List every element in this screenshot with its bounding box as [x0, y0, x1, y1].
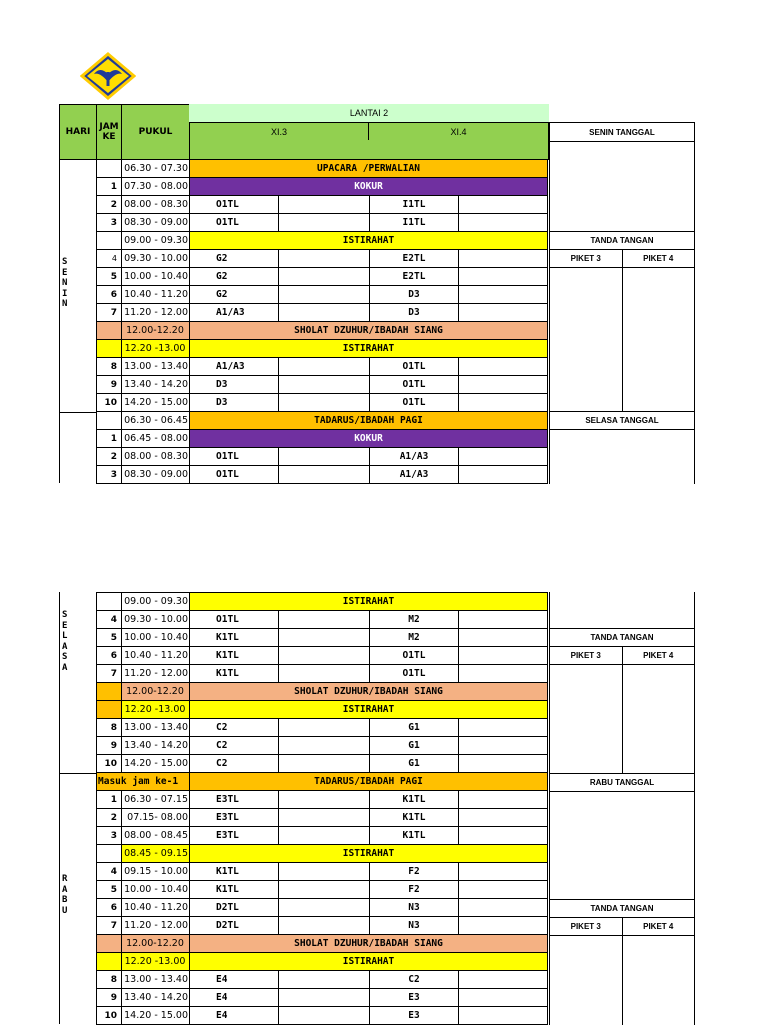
schedule-row — [97, 322, 548, 340]
empty-cell — [459, 647, 548, 665]
subject-xi4: G1 — [370, 719, 459, 737]
empty-cell — [279, 647, 370, 665]
selasa-piket3-box — [550, 664, 623, 773]
empty-cell — [459, 791, 548, 809]
activity-band: ISTIRAHAT — [190, 701, 548, 719]
empty-cell — [459, 376, 548, 394]
rabu-piket3: PIKET 3 — [550, 917, 623, 935]
subject-xi4: D3 — [370, 304, 459, 322]
schedule-row — [97, 286, 548, 304]
subject-xi3: C2 — [190, 755, 279, 773]
subject-xi3: D2TL — [190, 917, 279, 935]
empty-cell — [279, 466, 370, 484]
header-pukul: PUKUL — [121, 104, 190, 160]
jam-ke-cell — [97, 340, 122, 358]
empty-cell — [459, 358, 548, 376]
pukul-cell: 11.20 - 12.00 — [122, 304, 190, 322]
subject-xi4: I1TL — [370, 196, 459, 214]
schedule-row — [97, 809, 548, 827]
empty-cell — [459, 629, 548, 647]
schedule-row — [97, 250, 548, 268]
jam-ke-cell — [97, 701, 122, 719]
jam-ke-cell: 2 — [97, 448, 122, 466]
activity-band: UPACARA /PERWALIAN — [190, 160, 548, 178]
pukul-cell: 12.00-12.20 — [122, 683, 190, 701]
jam-ke-cell: 4 — [97, 863, 122, 881]
empty-cell — [459, 917, 548, 935]
jam-ke-cell — [97, 593, 122, 611]
empty-cell — [279, 863, 370, 881]
header-floor: LANTAI 2 — [189, 104, 549, 122]
empty-cell — [459, 466, 548, 484]
empty-cell — [459, 250, 548, 268]
jam-ke-cell: 2 — [97, 196, 122, 214]
selasa-tanggal-box-cont — [550, 592, 695, 628]
subject-xi4: O1TL — [370, 358, 459, 376]
schedule-row — [97, 268, 548, 286]
subject-xi4: K1TL — [370, 809, 459, 827]
subject-xi3: O1TL — [190, 448, 279, 466]
empty-cell — [279, 665, 370, 683]
subject-xi3: E4 — [190, 1007, 279, 1025]
day-cell-selasa-top — [59, 411, 97, 483]
selasa-piket3: PIKET 3 — [550, 646, 623, 664]
subject-xi4: F2 — [370, 863, 459, 881]
selasa-tanggal-label: SELASA TANGGAL — [550, 412, 695, 430]
empty-cell — [459, 737, 548, 755]
pukul-cell: 06.30 - 07.15 — [122, 791, 190, 809]
empty-cell — [459, 989, 548, 1007]
jam-ke-cell: 10 — [97, 1007, 122, 1025]
activity-band: KOKUR — [190, 430, 548, 448]
pukul-cell: 10.40 - 11.20 — [122, 647, 190, 665]
subject-xi3: E3TL — [190, 827, 279, 845]
subject-xi4: A1/A3 — [370, 448, 459, 466]
pukul-cell: 08.00 - 08.30 — [122, 448, 190, 466]
empty-cell — [459, 304, 548, 322]
subject-xi3: C2 — [190, 737, 279, 755]
schedule-row — [97, 160, 548, 178]
empty-cell — [279, 268, 370, 286]
pukul-cell: 13.00 - 13.40 — [122, 971, 190, 989]
jam-ke-cell — [97, 322, 122, 340]
empty-cell — [459, 196, 548, 214]
empty-cell — [459, 971, 548, 989]
pukul-cell: 13.40 - 14.20 — [122, 989, 190, 1007]
pukul-cell: 06.30 - 07.30 — [122, 160, 190, 178]
empty-cell — [279, 881, 370, 899]
rabu-tanggal-label: RABU TANGGAL — [550, 773, 695, 791]
schedule-row — [97, 232, 548, 250]
schedule-row — [97, 647, 548, 665]
subject-xi3: A1/A3 — [190, 304, 279, 322]
schedule-row — [97, 304, 548, 322]
empty-cell — [279, 917, 370, 935]
schedule-row — [97, 1007, 548, 1025]
schedule-row — [97, 683, 548, 701]
pukul-cell: 08.00 - 08.30 — [122, 196, 190, 214]
subject-xi4: N3 — [370, 899, 459, 917]
rabu-piket4-box — [622, 935, 695, 1025]
subject-xi4: C2 — [370, 971, 459, 989]
empty-cell — [459, 286, 548, 304]
subject-xi3: D2TL — [190, 899, 279, 917]
senin-tanda-tangan: TANDA TANGAN — [550, 232, 695, 250]
subject-xi3: E4 — [190, 971, 279, 989]
empty-cell — [279, 791, 370, 809]
day-label-selasa: S E L A S A — [62, 610, 68, 673]
jam-ke-cell: 9 — [97, 737, 122, 755]
senin-tanggal-label: SENIN TANGGAL — [550, 123, 695, 142]
subject-xi4: E2TL — [370, 250, 459, 268]
empty-cell — [279, 737, 370, 755]
empty-cell — [279, 809, 370, 827]
empty-cell — [279, 611, 370, 629]
rabu-tanda-tangan: TANDA TANGAN — [550, 899, 695, 917]
empty-cell — [279, 448, 370, 466]
jam-ke-cell: 4 — [97, 250, 122, 268]
empty-cell — [459, 214, 548, 232]
subject-xi3: O1TL — [190, 196, 279, 214]
jam-ke-cell: 7 — [97, 665, 122, 683]
pukul-cell: 12.20 -13.00 — [122, 953, 190, 971]
schedule-row — [97, 881, 548, 899]
pukul-cell: 13.40 - 14.20 — [122, 737, 190, 755]
jam-ke-cell — [97, 935, 122, 953]
jam-ke-cell: 1 — [97, 430, 122, 448]
empty-cell — [279, 376, 370, 394]
pukul-cell: 12.00-12.20 — [122, 935, 190, 953]
subject-xi4: E2TL — [370, 268, 459, 286]
header-hari: HARI — [59, 104, 97, 160]
subject-xi4: I1TL — [370, 214, 459, 232]
empty-cell — [459, 827, 548, 845]
schedule-row — [97, 899, 548, 917]
pukul-cell: 10.00 - 10.40 — [122, 881, 190, 899]
subject-xi4: E3 — [370, 1007, 459, 1025]
empty-cell — [279, 755, 370, 773]
empty-cell — [459, 755, 548, 773]
pukul-cell: 11.20 - 12.00 — [122, 665, 190, 683]
pukul-cell: 09.30 - 10.00 — [122, 250, 190, 268]
subject-xi4: D3 — [370, 286, 459, 304]
selasa-piket4: PIKET 4 — [622, 646, 695, 664]
empty-cell — [279, 989, 370, 1007]
pukul-cell: 09.15 - 10.00 — [122, 863, 190, 881]
empty-cell — [459, 809, 548, 827]
subject-xi3: D3 — [190, 394, 279, 412]
subject-xi4: G1 — [370, 755, 459, 773]
rabu-piket4: PIKET 4 — [622, 917, 695, 935]
subject-xi4: K1TL — [370, 791, 459, 809]
subject-xi4: O1TL — [370, 665, 459, 683]
jam-ke-cell: 8 — [97, 719, 122, 737]
pukul-cell: 08.30 - 09.00 — [122, 214, 190, 232]
activity-band: SHOLAT DZUHUR/IBADAH SIANG — [190, 322, 548, 340]
activity-band: TADARUS/IBADAH PAGI — [190, 412, 548, 430]
empty-cell — [279, 250, 370, 268]
jam-ke-cell — [97, 683, 122, 701]
pukul-cell: 07.15- 08.00 — [122, 809, 190, 827]
jam-ke-cell: 7 — [97, 917, 122, 935]
schedule-row — [97, 629, 548, 647]
subject-xi4: A1/A3 — [370, 466, 459, 484]
pukul-cell: 09.00 - 09.30 — [122, 593, 190, 611]
jam-ke-cell: 5 — [97, 629, 122, 647]
schedule-row — [97, 845, 548, 863]
schedule-row — [97, 917, 548, 935]
jam-ke-cell: 10 — [97, 755, 122, 773]
schedule-row — [97, 214, 548, 232]
jam-ke-cell: 1 — [97, 791, 122, 809]
sidebar-senin — [549, 122, 695, 484]
schedule-row — [97, 989, 548, 1007]
empty-cell — [279, 827, 370, 845]
jam-ke-cell: 6 — [97, 286, 122, 304]
schedule-row — [97, 358, 548, 376]
schedule-table-page1 — [96, 159, 548, 484]
jam-ke-cell — [97, 953, 122, 971]
pukul-cell: 06.45 - 08.00 — [122, 430, 190, 448]
subject-xi4: E3 — [370, 989, 459, 1007]
subject-xi3: G2 — [190, 268, 279, 286]
subject-xi3: K1TL — [190, 629, 279, 647]
subject-xi3: E4 — [190, 989, 279, 1007]
schedule-table-page2 — [96, 592, 548, 1025]
subject-xi3: G2 — [190, 250, 279, 268]
schedule-row — [97, 827, 548, 845]
jam-ke-cell: 3 — [97, 827, 122, 845]
empty-cell — [279, 1007, 370, 1025]
pukul-cell: 12.20 -13.00 — [122, 701, 190, 719]
schedule-row — [97, 953, 548, 971]
senin-piket4-box — [622, 268, 695, 412]
activity-band: SHOLAT DZUHUR/IBADAH SIANG — [190, 935, 548, 953]
jam-ke-cell — [97, 232, 122, 250]
pukul-cell: 11.20 - 12.00 — [122, 917, 190, 935]
schedule-row — [97, 611, 548, 629]
selasa-tanda-tangan: TANDA TANGAN — [550, 628, 695, 646]
empty-cell — [459, 881, 548, 899]
subject-xi3: O1TL — [190, 466, 279, 484]
selasa-piket4-box — [622, 664, 695, 773]
jam-ke-cell: 3 — [97, 214, 122, 232]
jam-ke-cell: 9 — [97, 989, 122, 1007]
senin-piket3-box — [550, 268, 623, 412]
subject-xi3: K1TL — [190, 665, 279, 683]
pukul-cell: 10.40 - 11.20 — [122, 899, 190, 917]
empty-cell — [279, 394, 370, 412]
senin-piket3: PIKET 3 — [550, 250, 623, 268]
jam-ke-cell — [97, 845, 122, 863]
empty-cell — [279, 196, 370, 214]
jam-ke-cell: 9 — [97, 376, 122, 394]
schedule-row — [97, 701, 548, 719]
empty-cell — [459, 719, 548, 737]
schedule-row — [97, 593, 548, 611]
subject-xi4: O1TL — [370, 394, 459, 412]
subject-xi4: O1TL — [370, 376, 459, 394]
jam-ke-cell: 7 — [97, 304, 122, 322]
schedule-row — [97, 719, 548, 737]
subject-xi3: C2 — [190, 719, 279, 737]
jam-ke-cell: 6 — [97, 647, 122, 665]
empty-cell — [279, 214, 370, 232]
empty-cell — [279, 629, 370, 647]
subject-xi4: M2 — [370, 611, 459, 629]
pukul-cell: 10.00 - 10.40 — [122, 268, 190, 286]
jam-ke-cell: 8 — [97, 358, 122, 376]
schedule-row — [97, 971, 548, 989]
header-spacer — [189, 140, 549, 160]
schedule-row — [97, 466, 548, 484]
empty-cell — [459, 1007, 548, 1025]
schedule-row — [97, 196, 548, 214]
jam-ke-cell: 1 — [97, 178, 122, 196]
schedule-row — [97, 935, 548, 953]
subject-xi3: K1TL — [190, 881, 279, 899]
subject-xi3: K1TL — [190, 863, 279, 881]
selasa-tanggal-box — [550, 430, 695, 484]
pukul-cell: 14.20 - 15.00 — [122, 755, 190, 773]
empty-cell — [459, 899, 548, 917]
subject-xi3: D3 — [190, 376, 279, 394]
activity-band: ISTIRAHAT — [190, 845, 548, 863]
empty-cell — [459, 394, 548, 412]
pukul-cell: 08.30 - 09.00 — [122, 466, 190, 484]
header-class-xi3: XI.3 — [189, 122, 369, 141]
school-logo — [80, 52, 136, 100]
subject-xi4: M2 — [370, 629, 459, 647]
header-class-xi4: XI.4 — [368, 122, 549, 141]
pukul-cell: 07.30 - 08.00 — [122, 178, 190, 196]
subject-xi3: G2 — [190, 286, 279, 304]
schedule-row — [97, 178, 548, 196]
schedule-row — [97, 412, 548, 430]
activity-band: KOKUR — [190, 178, 548, 196]
pukul-cell: 13.40 - 14.20 — [122, 376, 190, 394]
jam-ke-cell: 6 — [97, 899, 122, 917]
jam-ke-cell — [97, 412, 122, 430]
jam-ke-cell — [97, 160, 122, 178]
pukul-cell: 09.30 - 10.00 — [122, 611, 190, 629]
empty-cell — [459, 665, 548, 683]
pukul-cell: 08.00 - 08.45 — [122, 827, 190, 845]
pukul-cell: 12.20 -13.00 — [122, 340, 190, 358]
subject-xi4: N3 — [370, 917, 459, 935]
schedule-row — [97, 755, 548, 773]
day-label-rabu: R A B U — [62, 874, 68, 916]
rabu-tanggal-box — [550, 791, 695, 899]
senin-piket4: PIKET 4 — [622, 250, 695, 268]
subject-xi4: F2 — [370, 881, 459, 899]
empty-cell — [279, 304, 370, 322]
pukul-cell: 06.30 - 06.45 — [122, 412, 190, 430]
subject-xi4: K1TL — [370, 827, 459, 845]
schedule-row — [97, 430, 548, 448]
header-jam-ke: JAM KE — [96, 104, 122, 160]
day-label-senin: S E N I N — [62, 257, 68, 309]
jam-ke-cell: 3 — [97, 466, 122, 484]
schedule-row — [97, 737, 548, 755]
sidebar-selasa-rabu — [549, 592, 695, 1025]
subject-xi3: O1TL — [190, 611, 279, 629]
rabu-piket3-box — [550, 935, 623, 1025]
pukul-cell: 13.00 - 13.40 — [122, 719, 190, 737]
jam-ke-cell: 5 — [97, 881, 122, 899]
jam-ke-cell: 10 — [97, 394, 122, 412]
pukul-cell: 09.00 - 09.30 — [122, 232, 190, 250]
activity-band: ISTIRAHAT — [190, 593, 548, 611]
empty-cell — [279, 358, 370, 376]
schedule-row — [97, 665, 548, 683]
pukul-cell: 10.40 - 11.20 — [122, 286, 190, 304]
pukul-cell: 14.20 - 15.00 — [122, 1007, 190, 1025]
schedule-row — [97, 394, 548, 412]
empty-cell — [279, 286, 370, 304]
empty-cell — [459, 611, 548, 629]
pukul-cell: 14.20 - 15.00 — [122, 394, 190, 412]
jam-ke-cell: 4 — [97, 611, 122, 629]
jam-ke-cell: 2 — [97, 809, 122, 827]
schedule-row — [97, 448, 548, 466]
pukul-cell: 12.00-12.20 — [122, 322, 190, 340]
pukul-cell: 13.00 - 13.40 — [122, 358, 190, 376]
subject-xi3: O1TL — [190, 214, 279, 232]
activity-band: ISTIRAHAT — [190, 953, 548, 971]
activity-band: SHOLAT DZUHUR/IBADAH SIANG — [190, 683, 548, 701]
empty-cell — [459, 863, 548, 881]
senin-tanggal-box — [550, 142, 695, 232]
pukul-cell: 10.00 - 10.40 — [122, 629, 190, 647]
empty-cell — [279, 899, 370, 917]
schedule-row — [97, 791, 548, 809]
subject-xi3: E3TL — [190, 809, 279, 827]
subject-xi4: G1 — [370, 737, 459, 755]
activity-band: ISTIRAHAT — [190, 340, 548, 358]
empty-cell — [459, 448, 548, 466]
subject-xi3: K1TL — [190, 647, 279, 665]
empty-cell — [459, 268, 548, 286]
schedule-row — [97, 773, 548, 791]
masuk-label: Masuk jam ke-1 — [97, 773, 190, 791]
subject-xi3: A1/A3 — [190, 358, 279, 376]
empty-cell — [279, 719, 370, 737]
schedule-row — [97, 376, 548, 394]
activity-band: ISTIRAHAT — [190, 232, 548, 250]
activity-band: TADARUS/IBADAH PAGI — [190, 773, 548, 791]
schedule-row — [97, 340, 548, 358]
subject-xi3: E3TL — [190, 791, 279, 809]
jam-ke-cell: 5 — [97, 268, 122, 286]
schedule-row — [97, 863, 548, 881]
jam-ke-cell: 8 — [97, 971, 122, 989]
pukul-cell: 08.45 - 09.15 — [122, 845, 190, 863]
empty-cell — [279, 971, 370, 989]
subject-xi4: O1TL — [370, 647, 459, 665]
